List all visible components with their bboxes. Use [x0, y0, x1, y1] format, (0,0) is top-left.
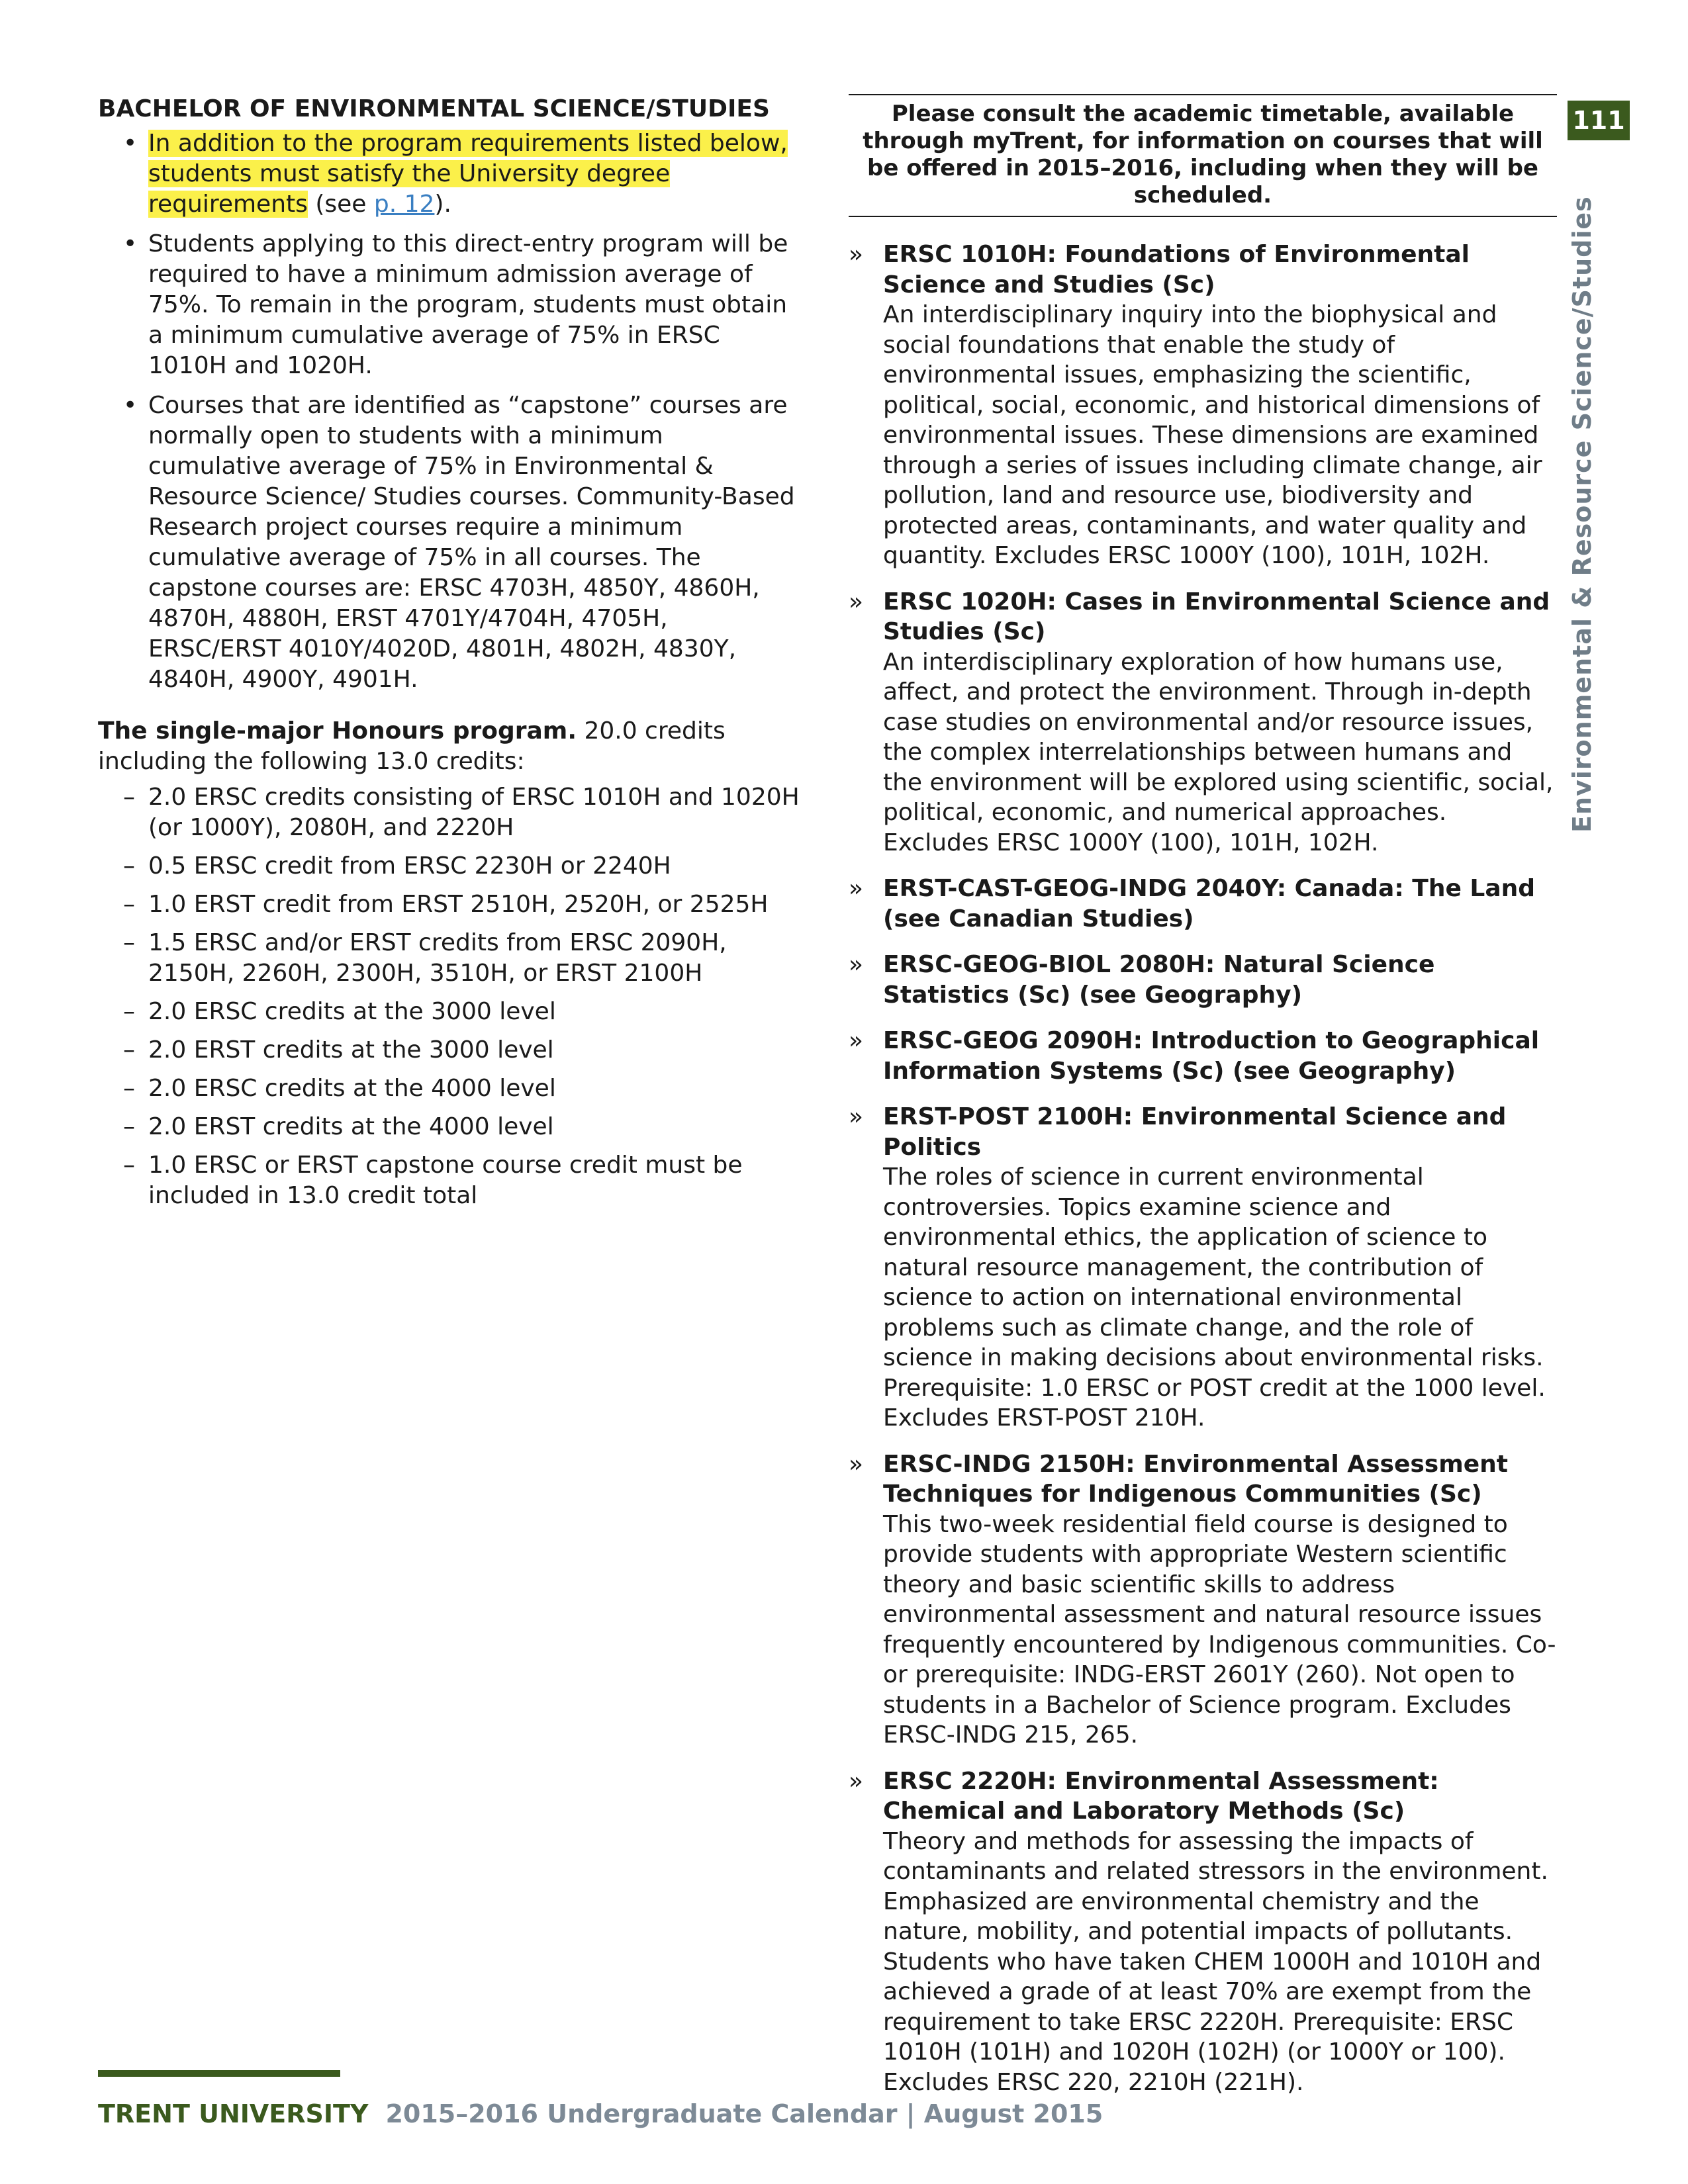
- note-item-capstone-courses: [98, 390, 800, 695]
- footer-university: TRENT UNIVERSITY: [98, 2099, 369, 2128]
- requirement-text: 2.0 ERST credits at the 4000 level: [148, 1113, 554, 1140]
- honours-program-title: The single-major Honours program.: [98, 717, 577, 745]
- requirement-text: 2.0 ERSC credits at the 4000 level: [148, 1075, 556, 1102]
- dash-icon: –: [123, 1152, 135, 1179]
- course-entry: [849, 1026, 1557, 1086]
- program-heading: BACHELOR OF ENVIRONMENTAL SCIENCE/STUDIES: [98, 95, 770, 122]
- requirement-text: 2.0 ERSC credits consisting of ERSC 1010H and 1020H (or 1000Y), 2080H, and 2220H: [148, 784, 800, 841]
- course-description: An interdisciplinary inquiry into the biophysical and social foundations that enable the study of environmental issues, emphasizing the scientific, political, social, economic, and historical dimensions of environmental issues. These dimensions are examined through a series of issues including climate change, air pollution, land and resource use, biodiversity and protected areas, contaminants, and water quality and quantity. Excludes ERSC 1000Y (100), 101H, 102H.: [883, 301, 1542, 569]
- chevron-icon: »: [849, 951, 864, 978]
- course-title: ERSC-INDG 2150H: Environmental Assessment Techniques for Indigenous Communities (Sc): [883, 1450, 1508, 1508]
- course-title: ERSC 1010H: Foundations of Environmental Science and Studies (Sc): [883, 241, 1470, 298]
- requirement-text: 1.5 ERSC and/or ERST credits from ERSC 2090H, 2150H, 2260H, 2300H, 3510H, or ERST 2100H: [148, 929, 727, 987]
- requirement-item: [98, 928, 800, 989]
- footer-calendar: 2015–2016 Undergraduate Calendar | August 2015: [385, 2099, 1103, 2128]
- chevron-icon: »: [849, 1767, 864, 1795]
- dash-icon: –: [123, 784, 135, 811]
- section-side-title-text: Environmental & Resource Science/Studies: [1568, 196, 1597, 833]
- course-title: ERSC 2220H: Environmental Assessment: Chemical and Laboratory Methods (Sc): [883, 1767, 1439, 1825]
- course-title: ERST-CAST-GEOG-INDG 2040Y: Canada: The Land (see Canadian Studies): [883, 875, 1536, 933]
- bullet-icon: •: [123, 130, 138, 157]
- note-item-admission-average: [98, 229, 800, 381]
- requirement-item: [98, 782, 800, 843]
- course-entry: [849, 1449, 1557, 1751]
- honours-program-text: 20.0 credits including the following 13.0 credits:: [98, 717, 726, 775]
- chevron-icon: »: [849, 875, 864, 902]
- dash-icon: –: [123, 1075, 135, 1102]
- footer-rule: [98, 2070, 340, 2077]
- course-entry: [849, 950, 1557, 1010]
- course-description: Theory and methods for assessing the impacts of contaminants and related stressors in the environment. Emphasized are environmental chemistry and the nature, mobility, and potential impacts of pollutants. Students who have taken CHEM 1000H and 1010H and achieved a grade of at least 70% are exempt from the requirement to take ERSC 2220H. Prerequisite: ERSC 1010H (101H) and 1020H (102H) (or 1000Y or 100). Excludes ERSC 220, 2210H (221H).: [883, 1827, 1548, 2096]
- course-description: The roles of science in current environmental controversies. Topics examine science and environmental ethics, the application of science to natural resource management, the contribution of science to action on international environmental problems such as climate change, and the role of science in making decisions about environmental risks. Prerequisite: 1.0 ERSC or POST credit at the 1000 level. Excludes ERST-POST 210H.: [883, 1163, 1546, 1432]
- course-title: ERSC-GEOG-BIOL 2080H: Natural Science Statistics (Sc) (see Geography): [883, 951, 1435, 1009]
- bullet-icon: •: [123, 392, 138, 419]
- page-12-link[interactable]: p. 12: [373, 191, 435, 218]
- requirement-item: [98, 1035, 800, 1066]
- timetable-notice: Please consult the academic timetable, available through myTrent, for information on courses that will be offered in 2015–2016, including when they will be scheduled.: [849, 94, 1557, 217]
- close-paren-text: ).: [434, 191, 451, 218]
- highlighted-text: In addition to the program requirements listed below, students must satisfy the University degree requirements: [148, 130, 788, 218]
- chevron-icon: »: [849, 1103, 864, 1130]
- requirement-item: [98, 1073, 800, 1104]
- note-text: Students applying to this direct-entry program will be required to have a minimum admission average of 75%. To remain in the program, students must obtain a minimum cumulative average of 75% in ERSC 1010H and 1020H.: [148, 230, 788, 379]
- dash-icon: –: [123, 852, 135, 880]
- honours-program-intro: [98, 716, 800, 777]
- bullet-icon: •: [123, 230, 138, 257]
- chevron-icon: »: [849, 241, 864, 268]
- course-entry: [849, 1102, 1557, 1433]
- see-text: (see: [307, 191, 374, 218]
- dash-icon: –: [123, 1036, 135, 1064]
- course-description: An interdisciplinary exploration of how humans use, affect, and protect the environment. Through in-depth case studies on environmental and/or resource issues, the complex interrelationships between humans and the environment will be explored using scientific, social, political, economic, and numerical approaches. Excludes ERSC 1000Y (100), 101H, 102H.: [883, 648, 1554, 856]
- course-title: ERST-POST 2100H: Environmental Science and Politics: [883, 1103, 1507, 1161]
- dash-icon: –: [123, 891, 135, 918]
- requirement-item: [98, 997, 800, 1027]
- note-item-degree-requirements: [98, 128, 800, 220]
- requirements-list: [98, 782, 800, 1211]
- requirement-text: 1.0 ERST credit from ERST 2510H, 2520H, or 2525H: [148, 891, 769, 918]
- dash-icon: –: [123, 1113, 135, 1140]
- course-entry: [849, 240, 1557, 571]
- course-entry: [849, 874, 1557, 934]
- course-entry: [849, 587, 1557, 858]
- page-number-badge: 111: [1568, 101, 1630, 140]
- requirement-text: 0.5 ERSC credit from ERSC 2230H or 2240H: [148, 852, 671, 880]
- requirement-item: [98, 851, 800, 882]
- dash-icon: –: [123, 998, 135, 1025]
- chevron-icon: »: [849, 588, 864, 615]
- note-text: Courses that are identified as “capstone” courses are normally open to students with a minimum cumulative average of 75% in Environmental & Resource Science/ Studies courses. Community-Based Research project courses require a minimum cumulative average of 75% in all courses. The capstone courses are: ERSC 4703H, 4850Y, 4860H, 4870H, 4880H, ERST 4701Y/4704H, 4705H, ERSC/ERST 4010Y/4020D, 4801H, 4802H, 4830Y, 4840H, 4900Y, 4901H.: [148, 392, 795, 693]
- left-column: [98, 94, 800, 1219]
- page-footer: [98, 2099, 1103, 2128]
- program-notes-list: [98, 128, 800, 695]
- course-entry: [849, 1766, 1557, 2098]
- dash-icon: –: [123, 929, 135, 956]
- course-description: This two-week residential field course is designed to provide students with appropriate Western scientific theory and basic scientific skills to address environmental assessment and natural resource issues frequently encountered by Indigenous communities. Co- or prerequisite: INDG-ERST 2601Y (260). Not open to students in a Bachelor of Science program. Excludes ERSC-INDG 215, 265.: [883, 1510, 1556, 1749]
- requirement-item: [98, 889, 800, 920]
- requirement-text: 2.0 ERSC credits at the 3000 level: [148, 998, 556, 1025]
- requirement-text: 1.0 ERSC or ERST capstone course credit must be included in 13.0 credit total: [148, 1152, 743, 1209]
- chevron-icon: »: [849, 1027, 864, 1054]
- chevron-icon: »: [849, 1450, 864, 1478]
- requirement-text: 2.0 ERST credits at the 3000 level: [148, 1036, 554, 1064]
- course-title: ERSC-GEOG 2090H: Introduction to Geographical Information Systems (Sc) (see Geography): [883, 1027, 1540, 1085]
- requirement-item: [98, 1150, 800, 1211]
- right-column: [849, 94, 1557, 2113]
- course-title: ERSC 1020H: Cases in Environmental Science and Studies (Sc): [883, 588, 1550, 645]
- requirement-item: [98, 1112, 800, 1142]
